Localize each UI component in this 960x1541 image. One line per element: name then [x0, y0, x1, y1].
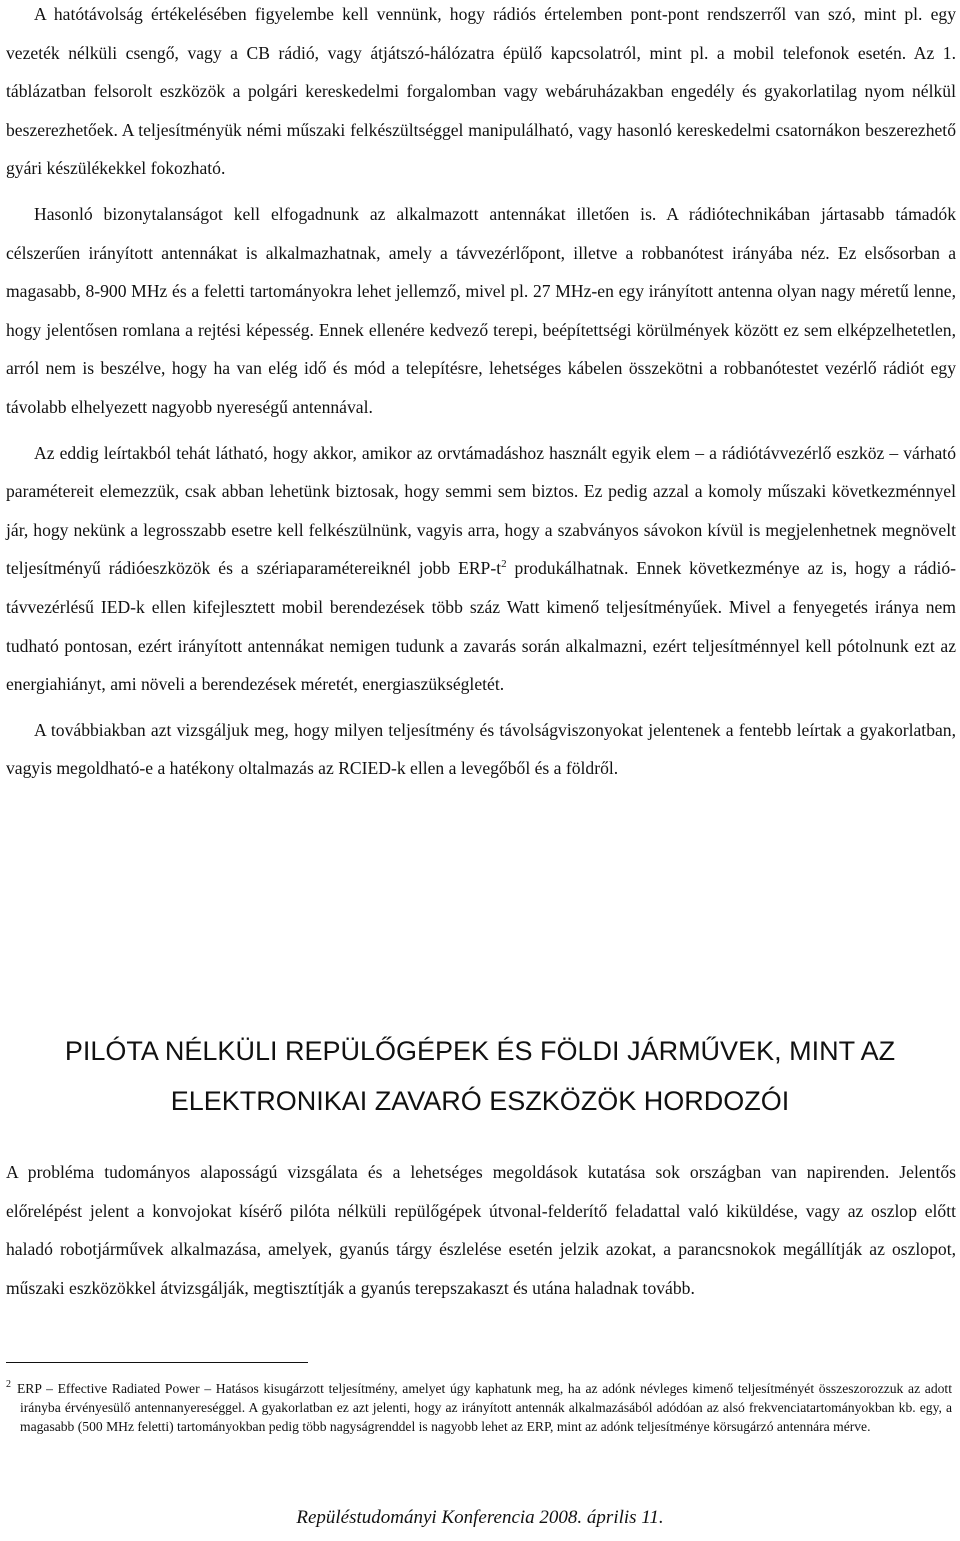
paragraph-erp-text-cont: produkálhatnak. Ennek következménye az is, hogy a rádió-távvezérlésű IED-k ellen kifejlesztett mobil berendezések több száz Watt kimenő teljesítményűek. Mivel a fenyegetés iránya nem tudható pontosan, ezért irányított antennákat nemigen tudunk a zavarás során alkalmazni, ezért teljesítménnyel kell pótolnunk ezt az energiahiányt, ami növeli a berendezések méretét, energiaszükségletét. [6, 558, 956, 695]
paragraph-problem: A probléma tudományos alaposságú vizsgálata és a lehetséges megoldások kutatása sok országban van napirenden. Jelentős előrelépést jelent a konvojokat kísérő pilóta nélküli repülőgépek útvonal-felderítő feladattal való kiküldése, vagy az oszlop előtt haladó robotjárművek alkalmazása, amelyek, gyanús tárgy észlelése esetén jelzik azokat, a parancsnokok megállítják az oszlopot, műszaki eszközökkel átvizsgálják, megtisztítják a gyanús terepszakaszt és utána haladnak tovább. [6, 1162, 956, 1298]
footnote-reference: 2 [501, 558, 507, 571]
section-heading-line-2: ELEKTRONIKAI ZAVARÓ ESZKÖZÖK HORDOZÓI [170, 1086, 790, 1116]
paragraph-antennas: Hasonló bizonytalanságot kell elfogadnunk az alkalmazott antennákat illetően is. A rádiótechnikában jártasabb támadók célszerűen irányított antennákat is alkalmazhatnak, amely a távvezérlőpont, illetve a robbanótest irányába néz. Ez elsősorban a magasabb, 8-900 MHz és a feletti tartományokra lehet jellemző, mivel pl. 27 MHz-en egy irányított antenna olyan nagy méretű lenne, hogy jelentősen romlana a rejtési képesség. Ennek ellenére kedvező terepi, beépítettségi körülmények között ez sem elképzelhetetlen, arról nem is beszélve, hogy ha van elég idő és mód a telepítésre, lehetséges kábelen összekötni a robbanótestet vezérlő rádiót egy távolabb elhelyezett nagyobb nyereségű antennával. [6, 203, 956, 417]
footnote-separator [6, 1362, 308, 1363]
paragraph-range: A hatótávolság értékelésében figyelembe kell vennünk, hogy rádiós értelemben pont-pont rendszerről van szó, mint pl. egy vezeték nélküli csengő, vagy a CB rádió, vagy átjátszó-hálózatra épülő kapcsolatról, mint pl. a mobil telefonok esetén. Az 1. táblázatban felsorolt eszközök a polgári kereskedelmi forgalomban vagy webáruházakban engedély és gyakorlatilag nyom nélkül beszerezhetőek. A teljesítményük némi műszaki felkészültséggel manipulálható, vagy hasonló kereskedelmi csatornákon beszerezhető gyári készülékekkel fokozható. [6, 4, 956, 179]
section-heading-line-1: PILÓTA NÉLKÜLI REPÜLŐGÉPEK ÉS FÖLDI JÁRMŰVEK, MINT AZ [64, 1036, 896, 1066]
paragraph-erp [6, 434, 956, 704]
body-text-top [6, 0, 956, 788]
footnote-text: ERP – Effective Radiated Power – Hatásos kisugárzott teljesítmény, amelyet úgy kaphatunk meg, ha az adónk névleges kimenő teljesítményét összeszorozzuk az adott irányba érvényesülő antennanyereséggel. A gyakorlatban ez azt jelenti, hogy az irányított antennák alkalmazásából adódóan az alsó frekvenciatartományokban kb. egy, a magasabb (500 MHz feletti) tartományokban pedig több nagyságrenddel is nagyobb lehet az ERP, mint az adónk teljesítménye körsugárzó antennára mérve. [17, 1381, 952, 1434]
paragraph-further: A továbbiakban azt vizsgáljuk meg, hogy milyen teljesítmény és távolságviszonyokat jelentenek a fentebb leírtak a gyakorlatban, vagyis megoldható-e a hatékony oltalmazás az RCIED-k ellen a levegőből és a földről. [6, 719, 956, 779]
page-footer: Repüléstudományi Konferencia 2008. április 11. [296, 1507, 664, 1528]
body-text-bottom [6, 1153, 956, 1307]
paragraph-erp-text: Az eddig leírtakból tehát látható, hogy akkor, amikor az orvtámadáshoz használt egyik elem – a rádiótávvezérlő eszköz – várható paramétereit elemezzük, csak abban lehetünk biztosak, hogy semmi sem biztos. Ez pedig azzal a komoly műszaki következménnyel jár, hogy nekünk a legrosszabb esetre kell felkészülnünk, vagyis arra, hogy a szabványos sávokon kívül is megjelenhetnek megnövelt teljesítményű rádióeszközök és a szériaparamétereiknél jobb ERP-t [6, 442, 956, 579]
footnote-body [6, 1379, 952, 1436]
section-heading [0, 1026, 960, 1126]
footnote [6, 1379, 952, 1436]
footnote-number: 2 [6, 1379, 11, 1391]
